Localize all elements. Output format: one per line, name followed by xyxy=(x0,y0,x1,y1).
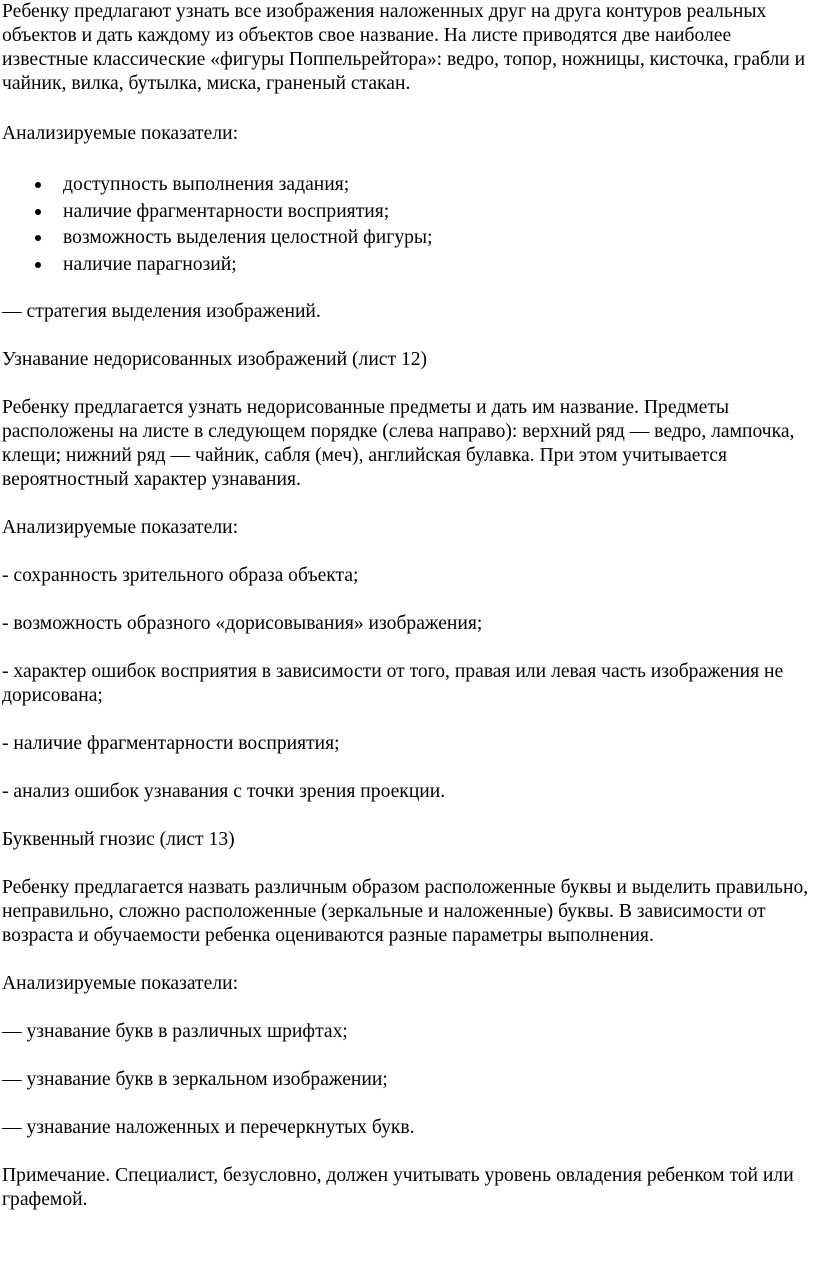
poppelreuter-strategy: — стратегия выделения изображений. xyxy=(2,301,321,322)
unfinished-item: - анализ ошибок узнавания с точки зрения проекции. xyxy=(2,781,446,802)
unfinished-item: - сохранность зрительного образа объекта; xyxy=(2,565,359,586)
unfinished-item: - характер ошибок восприятия в зависимости от того, правая или левая часть изображения не дорисована; xyxy=(2,661,784,706)
bullet-item: наличие парагнозий; xyxy=(2,252,814,279)
poppelreuter-intro: Ребенку предлагают узнать все изображения наложенных друг на друга контуров реальных объектов и дать каждому из объектов свое название. На листе приводятся две наиболее известные классические «фигуры Поппельрейтора»: ведро, топор, ножницы, кисточка, грабли и чайник, вилка, бутылка, миска, граненый стакан. xyxy=(2,1,806,94)
bullet-item: наличие фрагментарности восприятия; xyxy=(2,199,814,226)
bullet-icon xyxy=(35,182,41,188)
letters-indicators-heading: Анализируемые показатели: xyxy=(2,973,239,994)
unfinished-heading: Узнавание недорисованных изображений (лист 12) xyxy=(2,349,428,370)
bullet-item: доступность выполнения задания; xyxy=(2,172,814,199)
unfinished-indicators-heading: Анализируемые показатели: xyxy=(2,517,239,538)
letters-note: Примечание. Специалист, безусловно, должен учитывать уровень овладения ребенком той или графемой. xyxy=(2,1165,794,1210)
letters-item: — узнавание наложенных и перечеркнутых букв. xyxy=(2,1117,415,1138)
letters-heading: Буквенный гнозис (лист 13) xyxy=(2,829,235,850)
letters-intro: Ребенку предлагается назвать различным образом расположенные буквы и выделить правильно, неправильно, сложно расположенные (зеркальные и наложенные) буквы. В зависимости от возраста и обучаемости ребенка оцениваются разные параметры выполнения. xyxy=(2,877,809,946)
bullet-icon xyxy=(35,262,41,268)
bullet-icon xyxy=(35,235,41,241)
unfinished-item: - наличие фрагментарности восприятия; xyxy=(2,733,340,754)
unfinished-item: - возможность образного «дорисовывания» изображения; xyxy=(2,613,483,634)
poppelreuter-indicators-heading: Анализируемые показатели: xyxy=(2,123,239,144)
letters-item: — узнавание букв в зеркальном изображении; xyxy=(2,1069,388,1090)
bullet-icon xyxy=(35,209,41,215)
bullet-item: возможность выделения целостной фигуры; xyxy=(2,225,814,252)
letters-item: — узнавание букв в различных шрифтах; xyxy=(2,1021,348,1042)
unfinished-intro: Ребенку предлагается узнать недорисованные предметы и дать им название. Предметы расположены на листе в следующем порядке (слева направо): верхний ряд — ведро, лампочка, клещи; нижний ряд — чайник, сабля (меч), английская булавка. При этом учитывается вероятностный характер узнавания. xyxy=(2,397,795,490)
poppelreuter-bullet-list xyxy=(2,172,814,278)
